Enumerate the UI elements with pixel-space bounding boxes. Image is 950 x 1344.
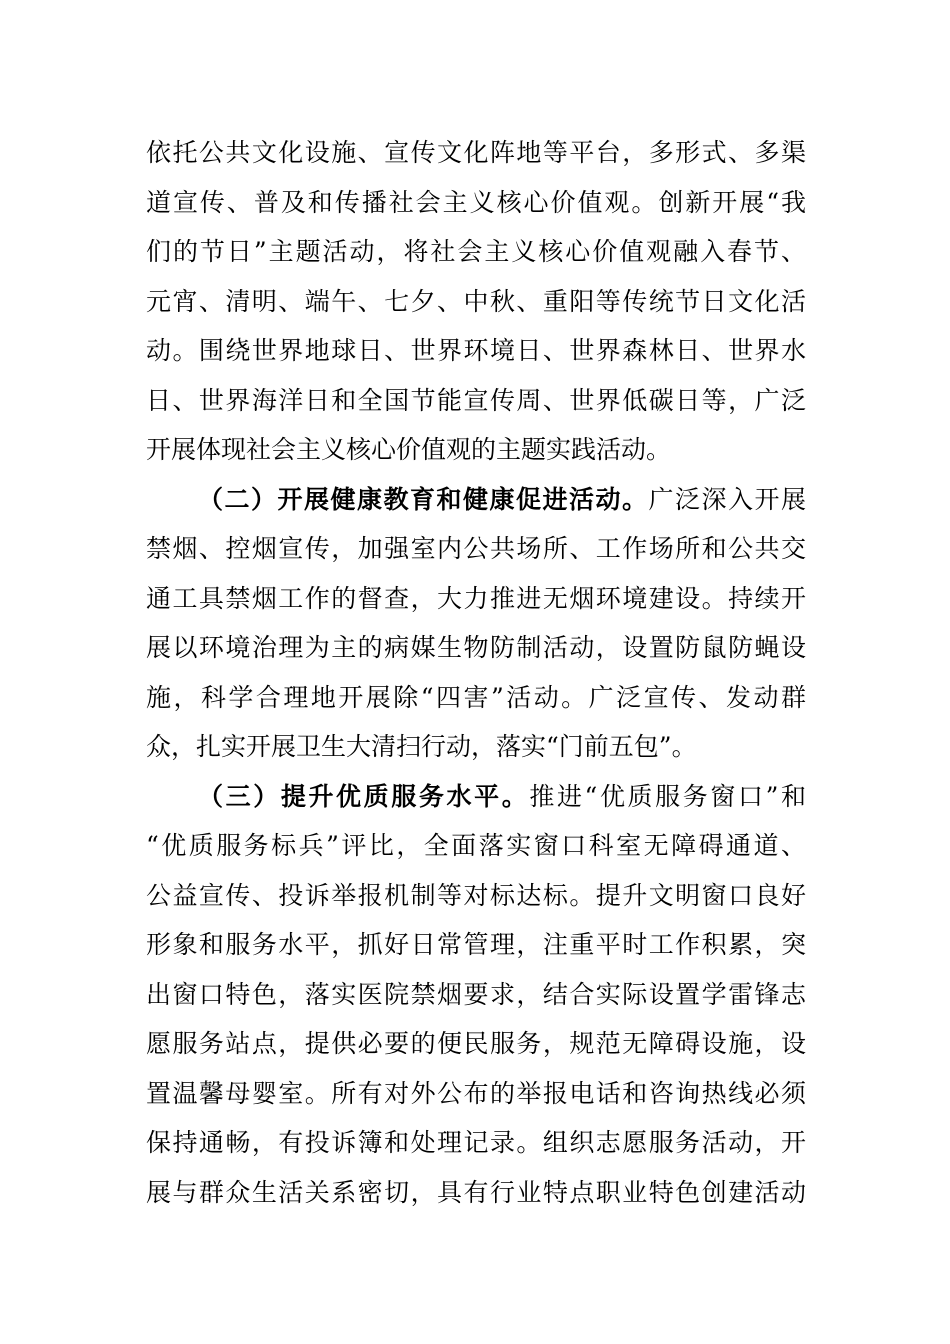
text-line: 道宣传、普及和传播社会主义核心价值观。创新开展“我 xyxy=(146,188,806,217)
text-line: 们的节日”主题活动，将社会主义核心价值观融入春节、 xyxy=(146,237,806,266)
text-line: 依托公共文化设施、宣传文化阵地等平台，多形式、多渠 xyxy=(146,138,806,167)
text-line: 元宵、清明、端午、七夕、中秋、重阳等传统节日文化活 xyxy=(146,287,806,316)
text-line: 展以环境治理为主的病媒生物防制活动，设置防鼠防蝇设 xyxy=(146,633,806,662)
text-span: 广泛深入开展 xyxy=(648,485,806,514)
text-line: 动。围绕世界地球日、世界环境日、世界森林日、世界水 xyxy=(146,336,806,365)
text-line: 众，扎实开展卫生大清扫行动，落实“门前五包”。 xyxy=(146,732,697,761)
text-line xyxy=(198,480,806,520)
text-line: 愿服务站点，提供必要的便民服务，规范无障碍设施，设 xyxy=(146,1029,806,1058)
text-line: 展与群众生活关系密切，具有行业特点职业特色创建活动 xyxy=(146,1178,806,1207)
text-line: 置温馨母婴室。所有对外公布的举报电话和咨询热线必须 xyxy=(146,1079,806,1108)
text-line: 禁烟、控烟宣传，加强室内公共场所、工作场所和公共交 xyxy=(146,534,806,563)
text-line: “优质服务标兵”评比，全面落实窗口科室无障碍通道、 xyxy=(146,831,806,860)
section-heading: （二）开展健康教育和健康促进活动。 xyxy=(198,485,649,514)
text-line: 通工具禁烟工作的督查，大力推进无烟环境建设。持续开 xyxy=(146,584,806,613)
text-line: 日、世界海洋日和全国节能宣传周、世界低碳日等，广泛 xyxy=(146,386,806,415)
text-line: 施，科学合理地开展除“四害”活动。广泛宣传、发动群 xyxy=(146,683,806,712)
text-line: 出窗口特色，落实医院禁烟要求，结合实际设置学雷锋志 xyxy=(146,980,806,1009)
text-span: 推进“优质服务窗口”和 xyxy=(529,782,806,811)
text-line: 公益宣传、投诉举报机制等对标达标。提升文明窗口良好 xyxy=(146,881,806,910)
section-heading: （三）提升优质服务水平。 xyxy=(198,782,530,811)
text-line: 保持通畅，有投诉簿和处理记录。组织志愿服务活动，开 xyxy=(146,1128,806,1157)
text-line xyxy=(198,777,806,817)
text-line: 形象和服务水平，抓好日常管理，注重平时工作积累，突 xyxy=(146,930,806,959)
text-line: 开展体现社会主义核心价值观的主题实践活动。 xyxy=(146,435,672,464)
